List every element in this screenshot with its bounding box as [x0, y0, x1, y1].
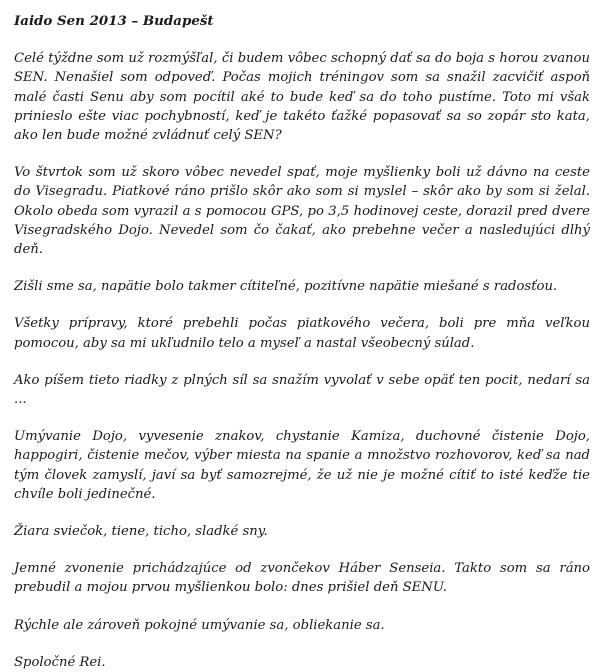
paragraph-3: Zišli sme sa, napätie bolo takmer cítiteľné, pozitívne napätie miešané s radosťou. [14, 279, 558, 295]
paragraph-6: Umývanie Dojo, vyvesenie znakov, chystanie Kamiza, duchovné čistenie Dojo, happogiri, čistenie mečov, výber miesta na spanie a množstvo rozhovorov, keď sa nad tým človek zamyslí, javí sa byť samozrejmé, že už nie je možné cítiť to isté keďže tie chvíle boli jedinečné. [14, 429, 590, 502]
paragraph-5: Ako píšem tieto riadky z plných síl sa snažím vyvolať v sebe opäť ten pocit, nedarí sa ... [14, 372, 590, 408]
paragraph-8: Jemné zvonenie prichádzajúce od zvončekov Háber Senseia. Takto som sa ráno prebudil a mojou prvou myšlienkou bolo: dnes prišiel deň SENU. [14, 561, 590, 596]
paragraph-2: Vo štvrtok som už skoro vôbec nevedel spať, moje myšlienky boli už dávno na ceste do Visegradu. Piatkové ráno prišlo skôr ako som si myslel – skôr ako by som si želal. Okolo obeda som vyrazil a s pomocou GPS, po 3,5 hodinovej ceste, dorazil pred dvere Visegradského Dojo. Nevedel som čo čakať, ako prebehne večer a nasledujúci dlhý deň. [14, 165, 590, 258]
paragraph-4: Všetky prípravy, ktoré prebehli počas piatkového večera, boli pre mňa veľkou pomocou, aby sa mi ukľudnilo telo a myseľ a nastal všeobecný súlad. [14, 316, 590, 351]
paragraph-10: Spoločné Rei. [14, 654, 106, 670]
paragraph-9: Rýchle ale zároveň pokojné umývanie sa, obliekanie sa. [14, 617, 385, 633]
paragraph-7: Žiara sviečok, tiene, ticho, sladké sny. [14, 524, 268, 540]
document-title: Iaido Sen 2013 – Budapešt [14, 13, 214, 29]
paragraph-1: Celé týždne som už rozmýšľal, či budem vôbec schopný dať sa do boja s horou zvanou SEN. Nenašiel som odpoveď. Počas mojich tréningov som sa snažil zacvičiť aspoň malé časti Senu aby som pocítil aké to bude keď sa do toho pustíme. Toto mi však prinieslo ešte viac pochybností, keď je takéto ťažké popasovať sa so zopár sto kata, ako len bude možné zvládnuť celý SEN? [14, 51, 590, 144]
